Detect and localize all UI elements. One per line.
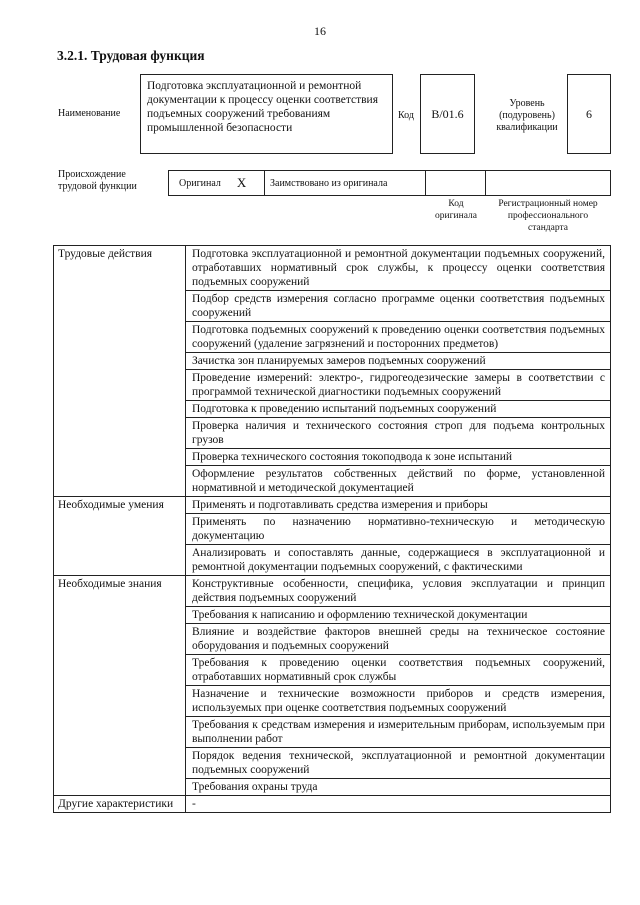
requirement-item: Требования охраны труда	[186, 779, 611, 796]
requirement-item: -	[186, 796, 611, 813]
level-box	[567, 74, 611, 154]
requirement-item: Проверка наличия и технического состояния строп для подъема контрольных грузов	[186, 418, 611, 449]
requirement-item: Зачистка зон планируемых замеров подъемных сооружений	[186, 353, 611, 370]
requirement-item: Конструктивные особенности, специфика, условия эксплуатации и принцип действия подъемных сооружений	[186, 576, 611, 607]
level-label: Уровень (подуровень) квалификации	[496, 98, 558, 133]
function-table	[53, 245, 611, 813]
code-original-cell	[426, 170, 486, 196]
requirement-item: Проведение измерений: электро-, гидрогеодезические замеры в соответствии с программой технической диагностики подъемных сооружений	[186, 370, 611, 401]
origin-label: Происхождение трудовой функции	[58, 169, 137, 192]
section-title-cell: Необходимые умения	[54, 497, 186, 576]
requirement-item: Требования к проведению оценки соответствия подъемных сооружений, отработавших нормативный срок службы	[186, 655, 611, 686]
borrowed-cell	[265, 170, 426, 196]
requirement-item: Влияние и воздействие факторов внешней среды на техническое состояние оборудования и подъемных сооружений	[186, 624, 611, 655]
section-title-cell: Необходимые знания	[54, 576, 186, 796]
requirement-item: Подготовка подъемных сооружений к проведению оценки соответствия подъемных сооружений (удаление загрязнений и посторонних предметов)	[186, 322, 611, 353]
requirement-item: Анализировать и сопоставлять данные, содержащиеся в эксплуатационной и ремонтной документации подъемных сооружений, с фактическими	[186, 545, 611, 576]
requirement-item: Проверка технического состояния токоподвода к зоне испытаний	[186, 449, 611, 466]
requirement-item: Применять и подготавливать средства измерения и приборы	[186, 497, 611, 514]
section-title-cell: Другие характеристики	[54, 796, 186, 813]
table-row	[54, 796, 611, 813]
requirement-item: Порядок ведения технической, эксплуатационной и ремонтной документации подъемных сооружений	[186, 748, 611, 779]
code-value: B/01.6	[431, 106, 464, 121]
section-title: 3.2.1. Трудовая функция	[57, 48, 205, 63]
requirement-item: Требования к написанию и оформлению технической документации	[186, 607, 611, 624]
reg-number-label: Регистрационный номер профессионального стандарта	[498, 199, 598, 233]
function-name: Подготовка эксплуатационной и ремонтной документации к процессу оценки соответствия подъемных сооружений требованиям промышленной безопасности	[147, 80, 379, 134]
requirement-item: Назначение и технические возможности приборов и средств измерения, используемых при оценке соответствия подъемных сооружений	[186, 686, 611, 717]
function-table-body	[54, 246, 611, 813]
requirement-item: Оформление результатов собственных действий по форме, установленной нормативной и методической документацией	[186, 466, 611, 497]
original-mark: X	[236, 175, 247, 190]
borrowed-label: Заимствовано из оригинала	[270, 177, 388, 189]
function-name-box	[140, 74, 393, 154]
name-label: Наименование	[58, 108, 121, 119]
requirement-item: Подготовка к проведению испытаний подъемных сооружений	[186, 401, 611, 418]
code-label: Код	[398, 110, 414, 121]
table-row	[54, 246, 611, 291]
origin-row	[168, 170, 611, 196]
requirement-item: Подбор средств измерения согласно программе оценки соответствия подъемных сооружений	[186, 291, 611, 322]
page-number: 16	[314, 24, 326, 38]
requirement-item: Требования к средствам измерения и измерительным приборам, используемым при выполнении работ	[186, 717, 611, 748]
level-value: 6	[586, 106, 592, 121]
table-row	[54, 497, 611, 514]
code-original-label: Код оригинала	[435, 199, 477, 221]
requirement-item: Применять по назначению нормативно-техническую и методическую документацию	[186, 514, 611, 545]
original-cell	[168, 170, 265, 196]
requirement-item: Подготовка эксплуатационной и ремонтной документации подъемных сооружений, отработавших нормативный срок службы, к процессу оценки соответствия подъемных сооружений	[186, 246, 611, 291]
table-row	[54, 576, 611, 607]
reg-number-cell	[486, 170, 611, 196]
code-box	[420, 74, 475, 154]
original-label: Оригинал	[179, 177, 221, 189]
section-title-cell: Трудовые действия	[54, 246, 186, 497]
